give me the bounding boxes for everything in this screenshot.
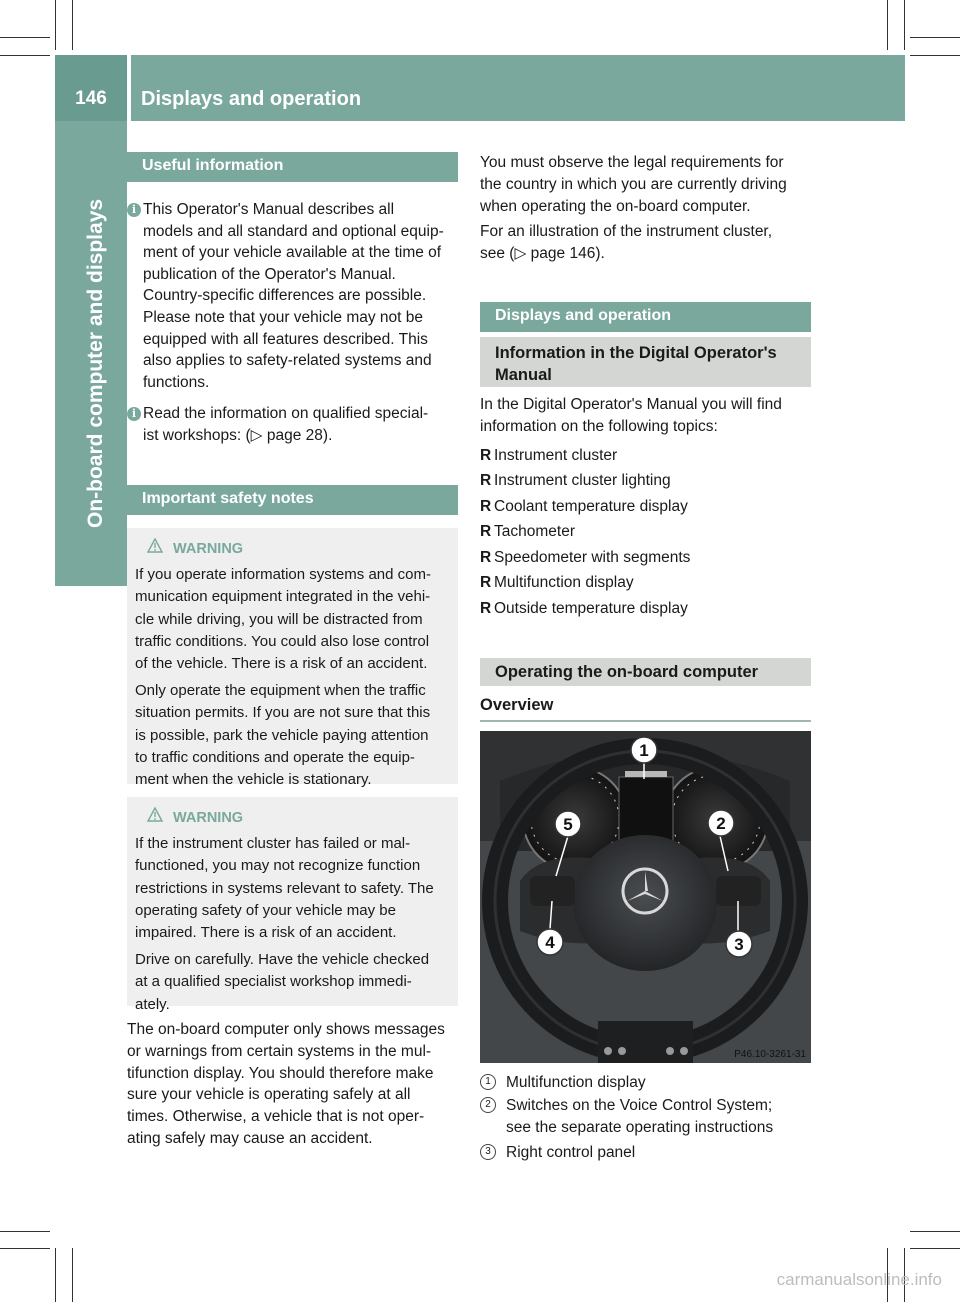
crop-mark [72,1248,73,1302]
list-item-text: Tachometer [494,523,575,541]
svg-text:5: 5 [563,815,573,834]
text-line: information on the following topics: [480,417,718,435]
legend-number: 3 [480,1144,496,1160]
text-line: functions. [143,373,210,391]
warning-paragraph [135,564,450,675]
text-line: For an illustration of the instrument cluster, [480,223,773,240]
important-safety-notes-heading: Important safety notes [127,485,458,515]
text-line: Right control panel [506,1144,636,1161]
warning-triangle-icon [147,807,163,829]
text-line: the country in which you are currently driving [480,175,787,193]
text-line: Switches on the Voice Control System; [506,1097,773,1114]
warning-paragraph [135,833,450,944]
text-line: Multifunction display [506,1074,646,1091]
topic-list [480,443,811,622]
text-line: impaired. There is a risk of an accident. [135,924,397,942]
steering-wheel-illustration [480,731,811,1063]
text-line: Drive on carefully. Have the vehicle checked [135,951,430,969]
text-line: times. Otherwise, a vehicle that is not oper- [127,1108,425,1126]
warning-header [135,538,450,560]
list-item-text: Outside temperature display [494,599,688,617]
legend-item [480,1142,811,1164]
list-item [480,494,811,520]
digital-manual-heading [480,337,811,387]
list-item-text: Instrument cluster lighting [494,472,671,490]
image-code: P46.10-3261-31 [734,1049,806,1060]
callout-5 [555,811,581,837]
page-title: Displays and operation [141,88,362,110]
crop-mark [887,0,888,50]
text-line: situation permits. If you are not sure that this [135,704,431,722]
text-line: equipped with all features described. This [143,330,428,348]
text-line: publication of the Operator's Manual. [143,265,396,283]
crop-mark [910,1231,960,1232]
bullet-marker: R [480,497,492,515]
text-line: Please note that your vehicle may not be [143,308,424,326]
text-line: functioned, you may not recognize function [135,857,421,875]
text-line: In the Digital Operator's Manual you will find [480,396,782,413]
warning-header [135,807,450,829]
svg-text:4: 4 [545,933,555,952]
warning-label: WARNING [173,541,244,557]
info-note [127,403,458,446]
bullet-marker: R [480,446,492,464]
header-separator [127,55,131,121]
bullet-marker: R [480,523,492,541]
text-line: traffic conditions. You could also lose control [135,632,430,650]
crop-mark [72,0,73,50]
svg-text:1: 1 [639,741,649,760]
displays-and-operation-heading: Displays and operation [480,302,811,332]
text-line: ment of your vehicle available at the time of [143,244,442,262]
crop-mark [55,0,56,50]
list-item [480,443,811,469]
text-line: or warnings from certain systems in the mul- [127,1042,432,1060]
operating-heading: Operating the on-board computer [480,658,811,686]
text-line: You must observe the legal requirements for [480,154,784,171]
svg-text:2: 2 [716,814,726,833]
bullet-marker: R [480,574,492,592]
warning-paragraph [135,949,450,1016]
text-line: ately. [135,995,170,1013]
side-tab-label: On-board computer and displays [84,198,107,528]
callout-2 [708,810,734,836]
crop-mark [0,1231,50,1232]
text-line: sure your vehicle is operating safely at all [127,1086,411,1104]
text-line: to traffic conditions and operate the equip- [135,748,415,766]
crop-mark [0,1248,50,1249]
text-line: restrictions in systems relevant to safety. The [135,879,434,897]
text-line: This Operator's Manual describes all [143,201,395,218]
callout-4 [537,929,563,955]
text-line: Read the information on qualified special- [143,405,429,422]
crop-mark [910,1248,960,1249]
list-item-text: Coolant temperature display [494,497,688,515]
text-line: Country-specific differences are possible. [143,287,427,305]
bullet-marker: R [480,472,492,490]
overview-label: Overview [480,696,554,714]
page-number: 146 [75,88,107,109]
info-note [127,199,458,393]
info-icon: i [127,203,141,217]
list-item [480,571,811,597]
overview-rule [480,720,811,722]
watermark: carmanualsonline.info [776,1270,942,1289]
list-item-text: Multifunction display [494,574,634,592]
text-line: Information in the Digital Operator's [495,344,777,362]
legend-number: 1 [480,1074,496,1090]
digital-intro [480,394,811,438]
list-item-text: Speedometer with segments [494,548,691,566]
warning-box [127,797,458,1013]
warning-label: WARNING [173,810,244,826]
list-item-text: Instrument cluster [494,446,618,464]
text-line: munication equipment integrated in the vehi- [135,588,431,606]
text-line: at a qualified specialist workshop immedi- [135,973,412,991]
text-line: If you operate information systems and com- [135,566,431,584]
legend-item [480,1072,811,1094]
bullet-marker: R [480,599,492,617]
info-icon: i [127,407,141,421]
crop-mark [910,55,960,56]
intro-paragraph [480,152,811,217]
page-link[interactable]: see (▷ page 146). [480,244,605,262]
crop-mark [910,37,960,38]
text-line: see the separate operating instructions [506,1118,774,1136]
crop-mark [0,37,50,38]
bullet-marker: R [480,548,492,566]
text-line: ment when the vehicle is stationary. [135,771,372,789]
text-line: operating safety of your vehicle may be [135,901,396,919]
useful-information-heading: Useful information [127,152,458,182]
callout-1 [631,737,657,763]
page-link[interactable]: ist workshops: (▷ page 28). [143,426,333,444]
steering-wheel-graphic [480,731,811,1063]
text-line: If the instrument cluster has failed or mal- [135,835,411,853]
text-line: of the vehicle. There is a risk of an accident. [135,655,428,673]
text-line: is possible, park the vehicle paying attention [135,726,429,744]
crop-mark [904,0,905,50]
text-line: ating safely may cause an accident. [127,1129,373,1147]
list-item [480,596,811,622]
legend-item [480,1095,811,1138]
text-line: The on-board computer only shows messages [127,1021,445,1038]
text-line: also applies to safety-related systems and [143,352,432,370]
list-item [480,545,811,571]
crop-mark [0,55,50,56]
text-line: when operating the on-board computer. [480,197,751,215]
list-item [480,469,811,495]
text-line: Only operate the equipment when the traffic [135,682,426,700]
text-line: tifunction display. You should therefore make [127,1064,434,1082]
warning-triangle-icon [147,538,163,560]
list-item [480,520,811,546]
svg-text:3: 3 [734,935,744,954]
callout-3 [726,931,752,957]
legend-number: 2 [480,1097,496,1113]
closing-paragraph [127,1019,458,1150]
warning-box [127,528,458,789]
crop-mark [55,1248,56,1302]
illustration-paragraph [480,221,811,265]
text-line: cle while driving, you will be distracted from [135,610,423,628]
text-line: Manual [495,366,552,384]
warning-paragraph [135,680,450,791]
text-line: models and all standard and optional equip- [143,222,444,240]
